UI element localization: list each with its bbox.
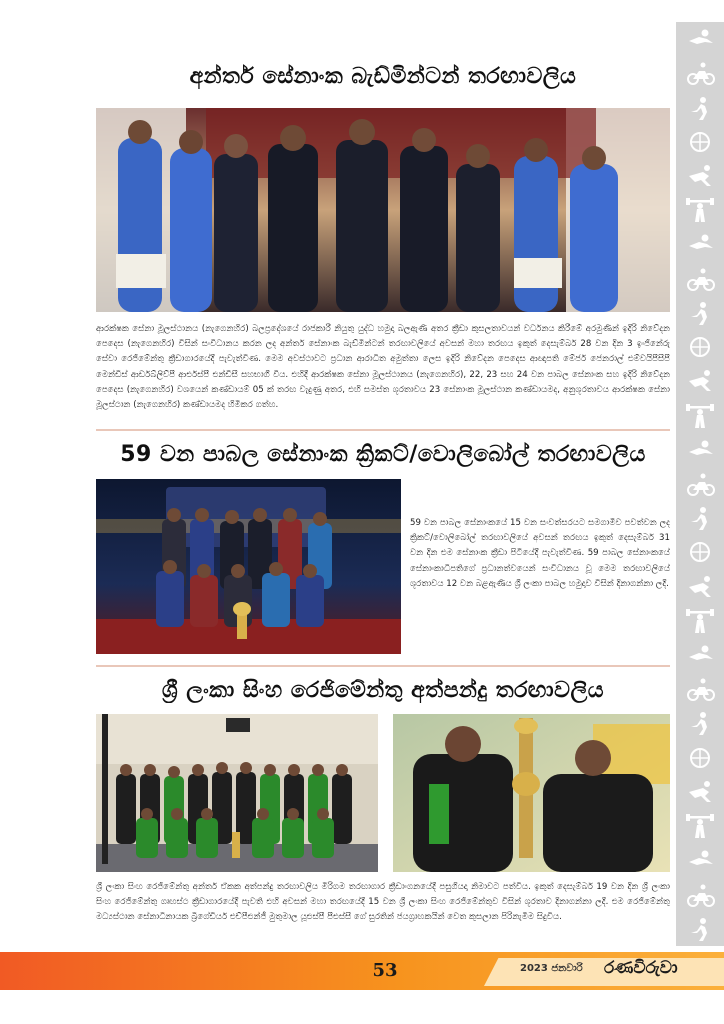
cyclist-icon [685, 917, 715, 941]
section-divider [96, 665, 670, 667]
runner-icon [685, 575, 715, 599]
basketball-icon [685, 643, 715, 667]
article-3-title: ශ්‍රී ලංකා සිංහ රෙජිමේන්තු අත්පන්දු තරඟාවලිය [161, 678, 605, 703]
article-1-title: අන්තර් සේනාංක බැඩ්මින්ටන් තරඟාවලිය [189, 64, 577, 89]
weightlifter-icon [685, 198, 715, 222]
rower-icon [685, 232, 715, 256]
article-2-title: 59 වන පාබල සේනාංක ක්‍රිකට්/වොලිබෝල් තරඟාවලිය [120, 442, 646, 467]
section-divider [96, 429, 670, 431]
gymnast-icon [685, 267, 715, 291]
page-number: 53 [372, 960, 398, 981]
javelin-icon [685, 438, 715, 462]
cyclist-icon [685, 61, 715, 85]
tennis-icon [685, 540, 715, 564]
javelin-icon [685, 883, 715, 907]
sports-icon-strip [676, 22, 724, 946]
trophy-presentation-photo [393, 714, 670, 872]
handball-team-photo [96, 714, 378, 872]
issue-date: 2023 ජනවාරි [520, 963, 583, 974]
cyclist-icon [685, 677, 715, 701]
runner-icon [685, 96, 715, 120]
runner-icon [685, 369, 715, 393]
cyclist-icon [685, 335, 715, 359]
runner-icon [685, 814, 715, 838]
high-jump-icon [685, 746, 715, 770]
article-1-body: ආරක්ෂක සේනා මූලස්ථානය (නැගෙනහිර) බලප්‍රදේශයේ රාජකාරී නියුතු යුද්ධ හමුදා බලඇණි අතර ක්‍රීඩා කුසලතාවයන් වර්ධනය කිරීමේ අරමුණින් ඉදිරි නිවේදන පෙදෙස (නැගෙනහිර) විසින් සංවිධානය කරන ලද අන්තර් සේනාංක බැඩ්මින්ටන් තරඟාවලියේ අවසන් මහා තරඟය ඉකුත් දෙසැම්බර් 28 වන දින 3 ඉංජිනේරු සේවා රෙජිමේන්තු ක්‍රීඩාගාරයේදී පැවැත්විණ. මෙම අවස්ථාවට ප්‍රධාන ආරාධිත අමුත්තා ලෙස ඉදිරි නිවේදන පෙදෙස ආඥාපති මේජර් ජෙනරාල් එම්වයිපීසීපී මෙන්ඩිස් ආර්ඩබ්ලිව්පී ආර්එස්පී එන්ඩීසී සහභාගී විය. එහිදී ආරක්ෂක සේනා මූලස්ථානය (නැගෙනහිර), 22, 23 සහ 24 වන පාබල සේනාංක සහ ඉදිරි නිවේදන පෙදෙස (නැගෙනහිර) වශයෙන් කණ්ඩායම් 05 ක් තරඟ වැදුණු අතර, එහි සමස්ත ශූරතාවය 23 සේනාංක මූලස්ථාන කණ්ඩායමද, අනුශූරතාවය ආරක්ෂක සේනා මූලස්ථාන (නැගෙනහිර) කණ්ඩායමද හිමිකර ගත්හ. [96, 324, 670, 411]
boxer-icon [685, 472, 715, 496]
basketball-icon [685, 130, 715, 154]
weightlifter-icon [685, 848, 715, 872]
hurdler-icon [685, 164, 715, 188]
rower-icon [685, 711, 715, 735]
swimmer-icon [685, 506, 715, 530]
hurdler-icon [685, 609, 715, 633]
article-2-body: 59 වන පාබල සේනාංකයේ 15 වන සංවත්සරයට සමගාමීව පවත්වන ලද ක්‍රිකට්/වොලිබෝල් තරඟාවලියේ අවසන් තරඟය ඉකුත් දෙසැම්බර් 31 වන දින එම සේනාංක ක්‍රීඩා පිටියේදී පැවැත්විණ. 59 පාබල සේනාංකයේ සේනාංකාධිපතිගේ ප්‍රධානත්වයෙන් සංවිධානය වූ මෙම තරඟාවලියේ ශූරතාවය 12 වන බළඇණිය ශ්‍රී ලංකා පාබල හමුදාව විසින් දිනාගන්නා ලදී. [410, 518, 670, 589]
swimmer-icon [685, 27, 715, 51]
archer-icon [685, 301, 715, 325]
magazine-logo: රණවිරුවා [604, 958, 678, 978]
article-3-body: ශ්‍රී ලංකා සිංහ රෙජිමේන්තු අන්තර් ඒකක අත්පන්දු තරඟාවලිය මිරිගම තරඟාගාර ක්‍රීඩාංගනයේදී පසුගියදා නිමාවට පත්විය. ඉකුත් දෙසැම්බර් 19 වන දින ශ්‍රී ලංකා සිංහ රෙජිමේන්තු ගෘහස්ථ ක්‍රීඩාගාරයේදී පැවති එහි අවසන් මහා තරඟයේදී 15 වන ශ්‍රී ලංකා සිංහ රෙජිමේන්තුව විසින් ශූරතාව දිනාගන්නා ලදී. එම රෙජිමේන්තු මධ්‍යස්ථාන සේනාධිනායක බ්‍රිගේඩියර් එච්පීඑන්ජී මුතුමාල යූඑස්පී පීඑස්සී ගේ සුරතින් ජයග්‍රාහකයින් වෙත කුසලාන පිරිනැමීම සිදුවිය. [96, 882, 670, 923]
wrestler-icon [685, 404, 715, 428]
cricket-volleyball-team-photo [96, 479, 401, 654]
badminton-award-photo [96, 108, 670, 312]
archer-icon [685, 780, 715, 804]
